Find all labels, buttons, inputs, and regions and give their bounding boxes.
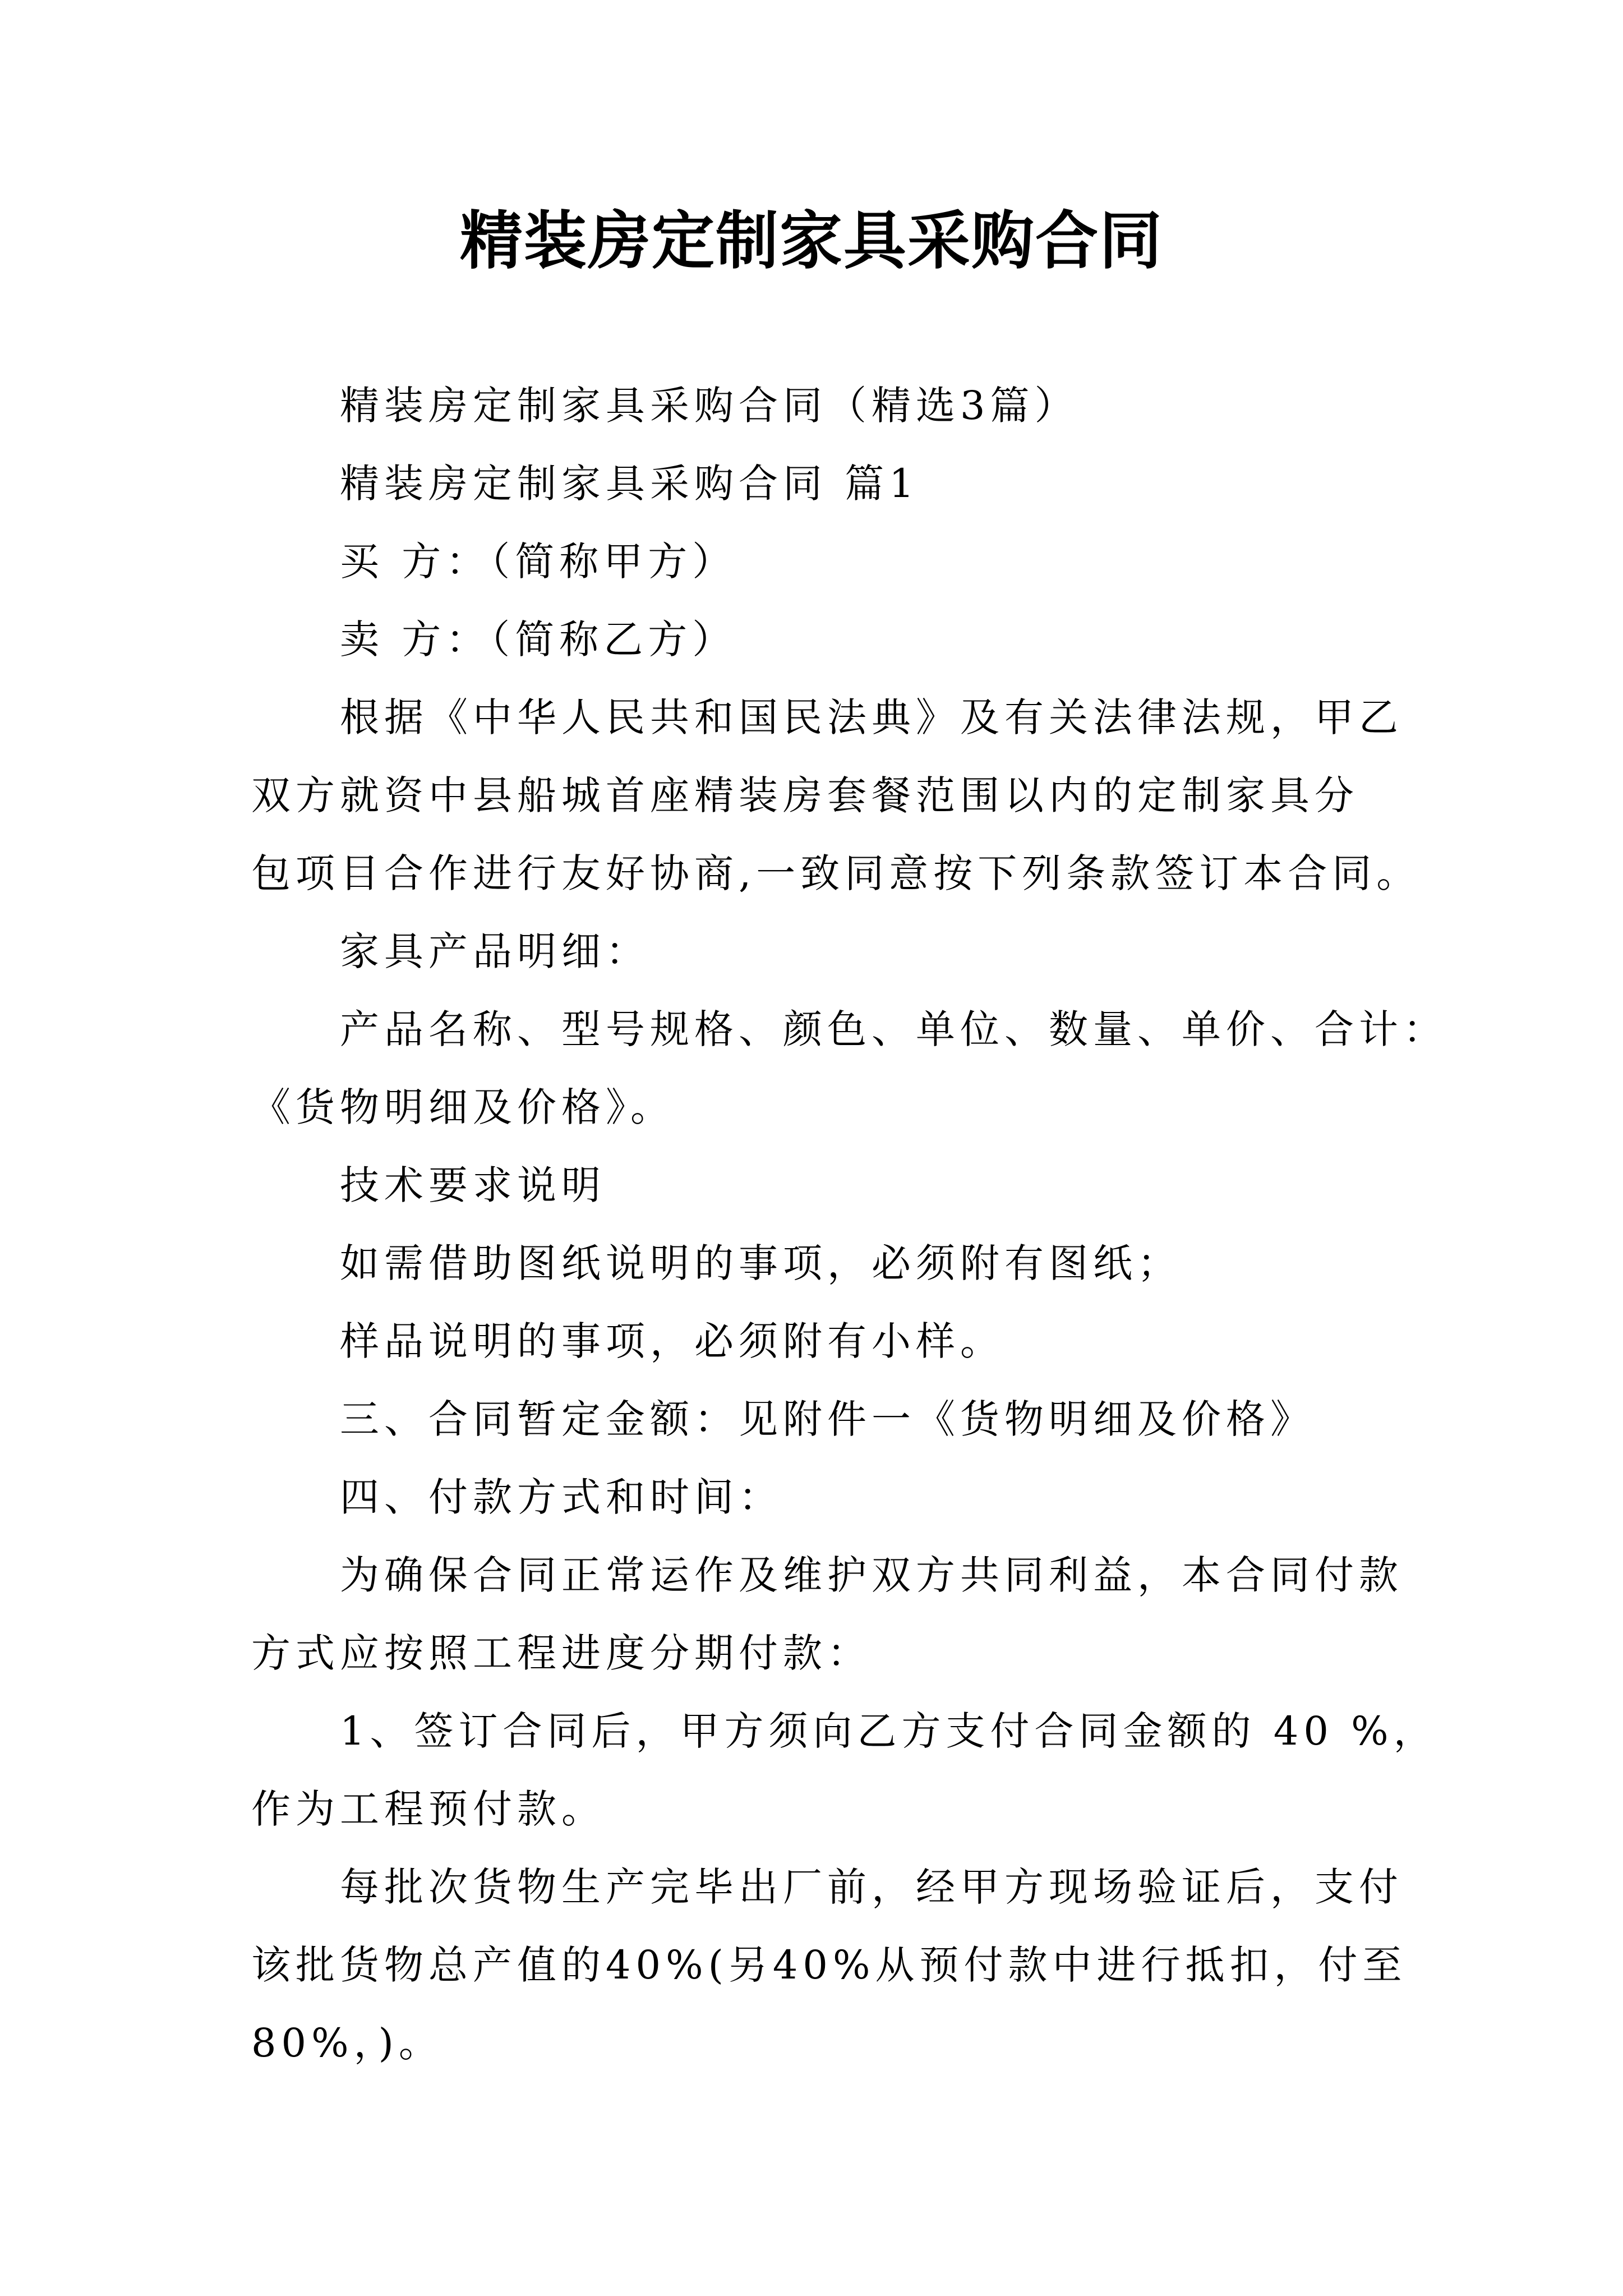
paragraph-contract-amount: 三、合同暂定金额：见附件一《货物明细及价格》: [340, 1396, 1315, 1442]
paragraph-product-fields: 产品名称、型号规格、颜色、单位、数量、单价、合计：: [340, 1006, 1447, 1052]
paragraph-batch-line-2: 该批货物总产值的40%(另40%从预付款中进行抵扣，付至: [251, 1942, 1407, 1988]
paragraph-drawings: 如需借助图纸说明的事项，必须附有图纸；: [340, 1240, 1182, 1286]
paragraph-advance-line-2: 作为工程预付款。: [251, 1786, 606, 1832]
paragraph-samples: 样品说明的事项，必须附有小样。: [340, 1318, 1004, 1364]
paragraph-payment-line-2: 方式应按照工程进度分期付款：: [251, 1630, 872, 1676]
paragraph-preamble-line-1: 根据《中华人民共和国民法典》及有关法律法规，甲乙: [340, 694, 1403, 740]
paragraph-preamble-line-3: 包项目合作进行友好协商,一致同意按下列条款签订本合同。: [251, 850, 1421, 896]
paragraph-preamble-line-2: 双方就资中县船城首座精装房套餐范围以内的定制家具分: [251, 772, 1359, 818]
document-body: [251, 367, 1447, 2082]
paragraph-batch-line-1: 每批次货物生产完毕出厂前，经甲方现场验证后，支付: [340, 1864, 1403, 1910]
paragraph-part-heading: 精装房定制家具采购合同 篇1: [340, 461, 919, 507]
paragraph-seller: 卖 方：（简称乙方）: [340, 616, 737, 662]
paragraph-goods-price-ref: 《货物明细及价格》。: [251, 1084, 675, 1130]
paragraph-advance-line-1: 1、签订合同后，甲方须向乙方支付合同金额的 40 %，: [340, 1708, 1438, 1754]
paragraph-selection-heading: 精装房定制家具采购合同（精选3篇）: [340, 383, 1079, 429]
paragraph-payment-line-1: 为确保合同正常运作及维护双方共同利益，本合同付款: [340, 1552, 1403, 1598]
paragraph-payment-heading: 四、付款方式和时间：: [340, 1474, 783, 1520]
paragraph-product-detail-heading: 家具产品明细：: [340, 928, 650, 974]
paragraph-buyer: 买 方：（简称甲方）: [340, 539, 737, 585]
paragraph-batch-line-3: 80%，)。: [251, 2020, 443, 2066]
document-title: 精装房定制家具采购合同: [460, 204, 1163, 278]
paragraph-tech-requirements: 技术要求说明: [340, 1162, 606, 1208]
